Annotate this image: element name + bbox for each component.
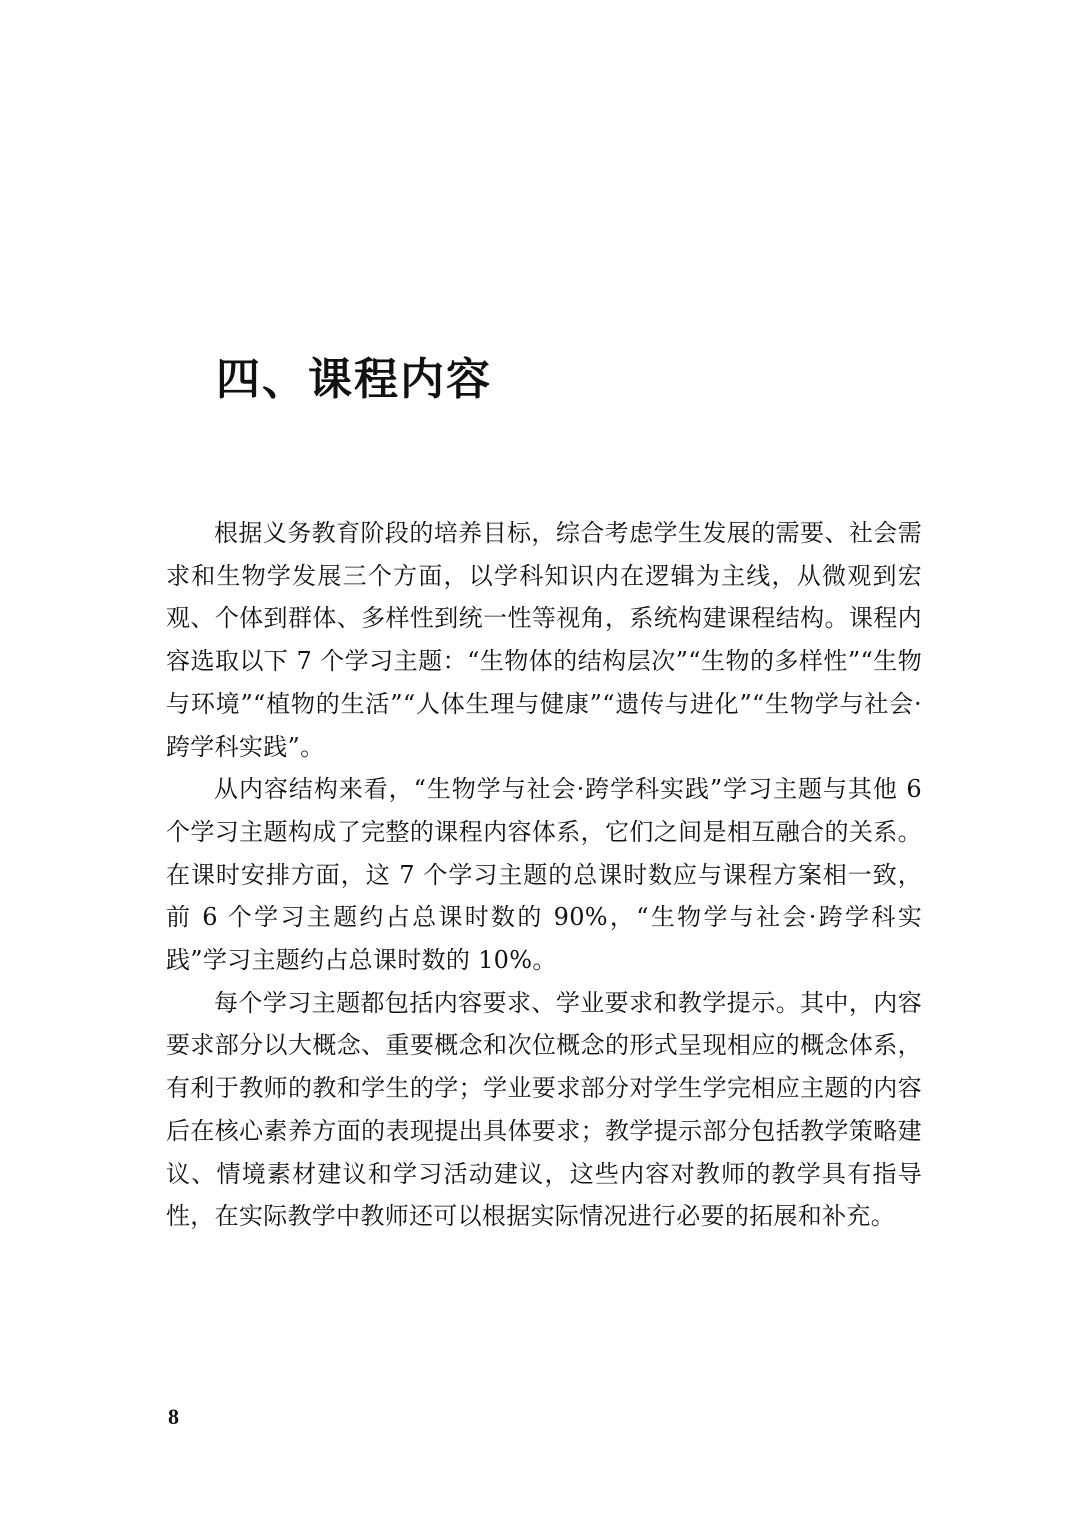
body-text xyxy=(166,512,922,1238)
paragraph: 从内容结构来看，“生物学与社会·跨学科实践”学习主题与其他 6 个学习主题构成了完整的课程内容体系，它们之间是相互融合的关系。在课时安排方面，这 7 个学习主题的总课时数应与课程方案相一致，前 6 个学习主题约占总课时数的 90%，“生物学与社会·跨学科实践”学习主题约占总课时数的 10%。 xyxy=(166,775,922,975)
page-number: 8 xyxy=(168,1404,179,1429)
chapter-title: 四、课程内容 xyxy=(216,354,492,405)
paragraph: 每个学习主题都包括内容要求、学业要求和教学提示。其中，内容要求部分以大概念、重要概念和次位概念的形式呈现相应的概念体系，有利于教师的教和学生的学；学业要求部分对学生学完相应主题的内容后在核心素养方面的表现提出具体要求；教学提示部分包括教学策略建议、情境素材建议和学习活动建议，这些内容对教师的教学具有指导性，在实际教学中教师还可以根据实际情况进行必要的拓展和补充。 xyxy=(166,988,922,1231)
paragraph: 根据义务教育阶段的培养目标，综合考虑学生发展的需要、社会需求和生物学发展三个方面，以学科知识内在逻辑为主线，从微观到宏观、个体到群体、多样性到统一性等视角，系统构建课程结构。课程内容选取以下 7 个学习主题：“生物体的结构层次”“生物的多样性”“生物与环境”“植物的生活”“人体生理与健康”“遗传与进化”“生物学与社会·跨学科实践”。 xyxy=(166,519,922,761)
